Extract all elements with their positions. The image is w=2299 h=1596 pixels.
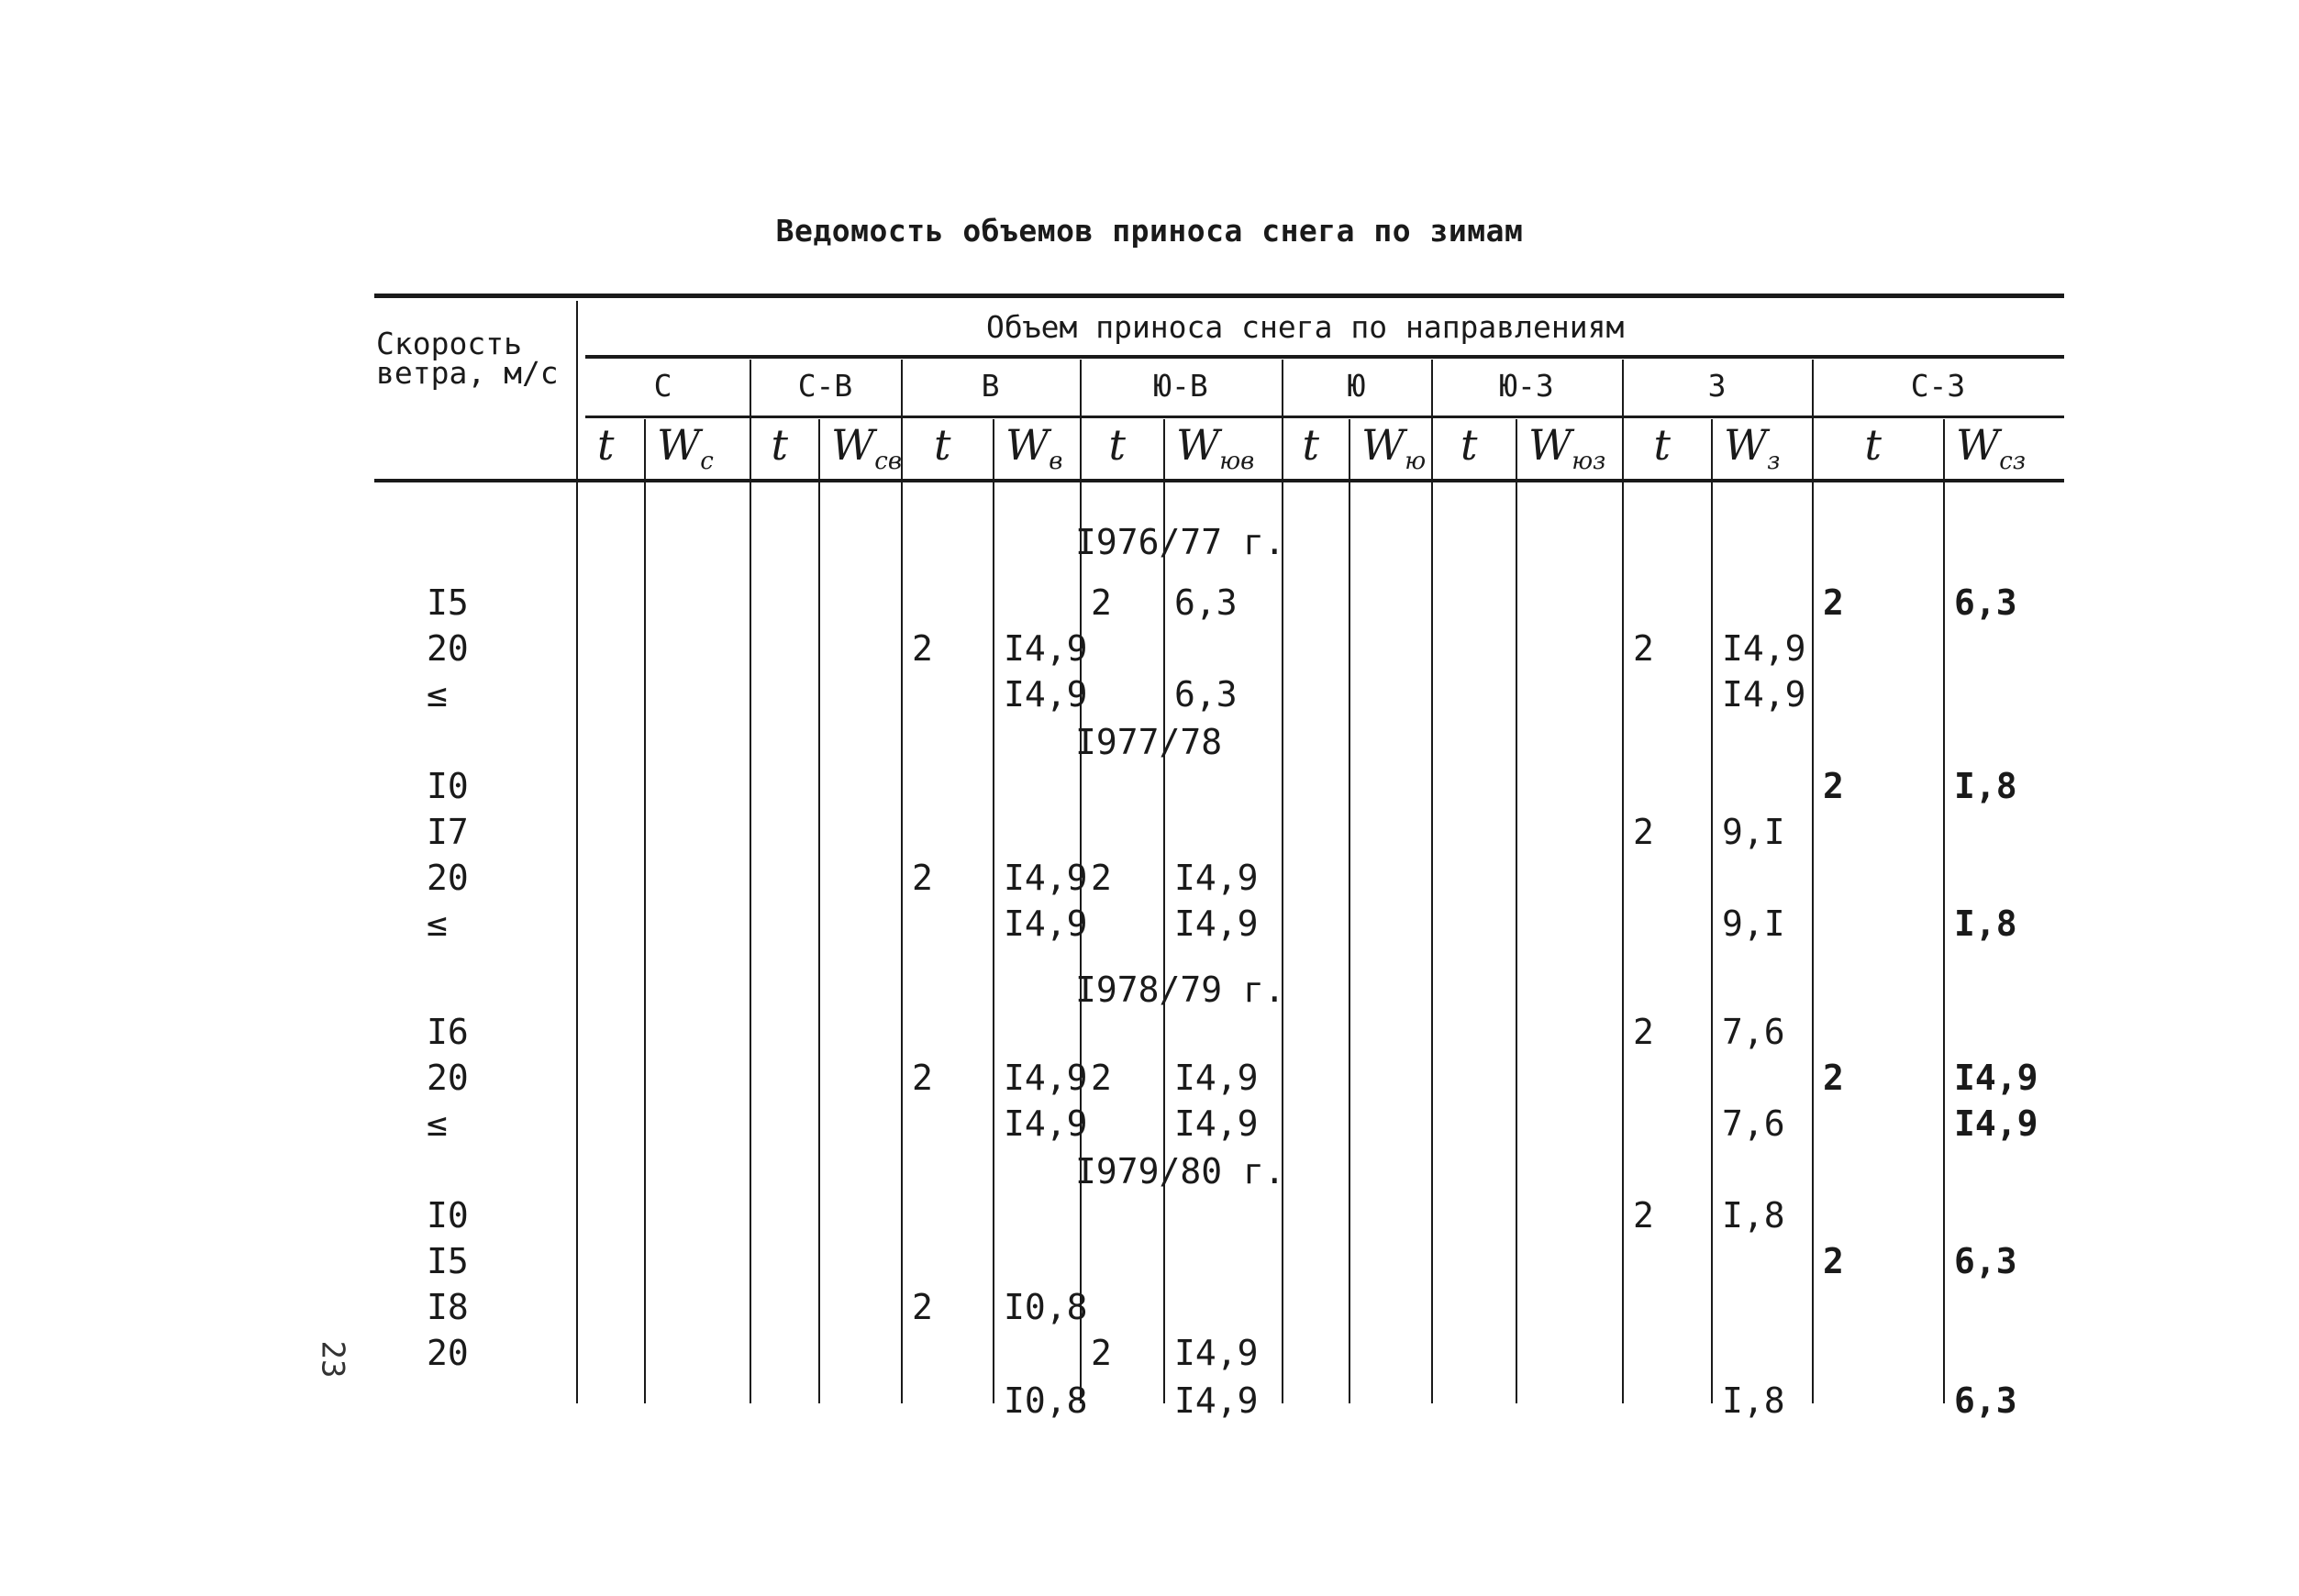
table-cell: I4,9 — [1174, 903, 1259, 944]
table-cell: 2 — [1091, 1333, 1112, 1373]
table-cell: 2 — [1091, 582, 1112, 623]
table-cell: I,8 — [1954, 903, 2017, 944]
table-cell: 2 — [1633, 1012, 1654, 1052]
subcolumn-separator — [818, 419, 820, 1403]
sub-header-w-suffix: юв — [1219, 448, 1255, 476]
direction-separator — [901, 360, 903, 1403]
table-cell: 2 — [912, 858, 933, 898]
volume-header: Объем приноса снега по направлениям — [986, 309, 1625, 345]
table-cell: I4,9 — [1004, 858, 1088, 898]
direction-label: С — [653, 368, 672, 404]
speed-value: I7 — [427, 812, 469, 852]
table-cell: I0,8 — [1004, 1380, 1088, 1421]
direction-label: С-З — [1910, 368, 1966, 404]
direction-separator — [1282, 360, 1283, 1403]
table-cell: I4,9 — [1004, 628, 1088, 669]
direction-label: Ю — [1347, 368, 1366, 404]
table-cell: I4,9 — [1174, 1333, 1259, 1373]
table-cell: 2 — [912, 628, 933, 669]
subcolumn-separator — [1163, 419, 1165, 1403]
document-title: Ведомость объемов приноса снега по зимам — [775, 213, 1524, 249]
sub-header-t: t — [1302, 420, 1319, 470]
speed-header-line2: ветра, м/с — [376, 355, 559, 391]
table-cell: I4,9 — [1722, 628, 1806, 669]
table-cell: 2 — [1823, 766, 1844, 806]
speed-column-separator — [576, 301, 578, 1403]
sub-header-w-letter: W — [1528, 420, 1572, 470]
sub-header-t: t — [597, 420, 615, 470]
sub-header-w-suffix: с — [700, 448, 714, 476]
sub-header-t: t — [934, 420, 951, 470]
header-bottom-rule — [374, 479, 2064, 482]
table-cell: I,8 — [1722, 1195, 1785, 1236]
top-rule — [374, 294, 2064, 298]
table-cell: I4,9 — [1004, 1058, 1088, 1098]
sub-header-w-letter: W — [1361, 420, 1405, 470]
direction-separator — [1812, 360, 1814, 1403]
table-cell: 2 — [1823, 582, 1844, 623]
table-cell: I4,9 — [1004, 674, 1088, 715]
sub-header-w-letter: W — [657, 420, 701, 470]
speed-value: 20 — [427, 1058, 469, 1098]
sub-header-w-suffix: сз — [1999, 448, 2027, 476]
sub-header-w-letter: W — [831, 420, 875, 470]
table-cell: 2 — [1823, 1241, 1844, 1281]
speed-value: 20 — [427, 858, 469, 898]
direction-label: Ю-В — [1153, 368, 1208, 404]
subcolumn-separator — [644, 419, 646, 1403]
table-cell: 2 — [1633, 628, 1654, 669]
sub-header-w-suffix: в — [1049, 448, 1063, 476]
speed-value: I0 — [427, 766, 469, 806]
table-cell: I4,9 — [1174, 858, 1259, 898]
direction-label: Ю-З — [1499, 368, 1554, 404]
sub-header-w — [1724, 420, 1781, 476]
speed-value: ≤ — [427, 1103, 448, 1144]
speed-value: ≤ — [427, 674, 448, 715]
table-cell: I4,9 — [1004, 1103, 1088, 1144]
speed-value: I8 — [427, 1287, 469, 1327]
table-cell: I4,9 — [1174, 1380, 1259, 1421]
sub-header-w-suffix: ю — [1405, 448, 1427, 476]
table-cell: I4,9 — [1722, 674, 1806, 715]
speed-value: I5 — [427, 582, 469, 623]
subcolumn-separator — [1349, 419, 1350, 1403]
header-rule-1 — [585, 355, 2064, 359]
page-number: 23 — [314, 1340, 351, 1379]
sub-header-w-letter: W — [1005, 420, 1050, 470]
sub-header-t: t — [1653, 420, 1671, 470]
table-cell: 6,3 — [1174, 582, 1238, 623]
speed-value: I6 — [427, 1012, 469, 1052]
sub-header-w — [1005, 420, 1063, 476]
table-cell: 9,I — [1722, 903, 1785, 944]
sub-header-w-suffix: юз — [1572, 448, 1606, 476]
header-rule-2 — [585, 416, 2064, 418]
year-label: I976/77 г. — [1075, 522, 1285, 562]
table-cell: 9,I — [1722, 812, 1785, 852]
sub-header-w — [1528, 420, 1606, 476]
table-cell: 2 — [912, 1058, 933, 1098]
direction-label: З — [1707, 368, 1727, 404]
table-cell: 6,3 — [1954, 1241, 2017, 1281]
sub-header-w — [1176, 420, 1255, 476]
sub-header-w-suffix: св — [874, 448, 902, 476]
table-cell: I,8 — [1954, 766, 2017, 806]
subcolumn-separator — [1516, 419, 1517, 1403]
table-cell: I4,9 — [1174, 1058, 1259, 1098]
sub-header-w — [1361, 420, 1427, 476]
direction-label: С-В — [797, 368, 853, 404]
subcolumn-separator — [993, 419, 994, 1403]
speed-value: 20 — [427, 1333, 469, 1373]
table-cell: 7,6 — [1722, 1103, 1785, 1144]
speed-value: 20 — [427, 628, 469, 669]
direction-label: В — [981, 368, 1000, 404]
table-cell: 2 — [1633, 812, 1654, 852]
table-cell: 2 — [1633, 1195, 1654, 1236]
table-cell: 2 — [1823, 1058, 1844, 1098]
speed-value: ≤ — [427, 903, 448, 944]
sub-header-w — [831, 420, 902, 476]
year-label: I979/80 г. — [1075, 1151, 1285, 1191]
sub-header-t: t — [1864, 420, 1882, 470]
speed-value: I0 — [427, 1195, 469, 1236]
sub-header-w-suffix: з — [1767, 448, 1781, 476]
direction-separator — [750, 360, 751, 1403]
table-cell: I4,9 — [1004, 903, 1088, 944]
sub-header-t: t — [1460, 420, 1478, 470]
sub-header-w-letter: W — [1724, 420, 1768, 470]
table-cell: 6,3 — [1174, 674, 1238, 715]
table-cell: I4,9 — [1174, 1103, 1259, 1144]
year-label: I977/78 — [1075, 722, 1223, 762]
sub-header-w-letter: W — [1176, 420, 1220, 470]
table-cell: 6,3 — [1954, 582, 2017, 623]
table-cell: 6,3 — [1954, 1380, 2017, 1421]
sub-header-t: t — [771, 420, 788, 470]
sub-header-w — [1956, 420, 2027, 476]
direction-separator — [1431, 360, 1433, 1403]
direction-separator — [1622, 360, 1624, 1403]
sub-header-w-letter: W — [1956, 420, 2000, 470]
table-cell: 2 — [912, 1287, 933, 1327]
sub-header-w — [657, 420, 714, 476]
subcolumn-separator — [1943, 419, 1945, 1403]
table-cell: I4,9 — [1954, 1058, 2038, 1098]
year-label: I978/79 г. — [1075, 970, 1285, 1010]
table-cell: 2 — [1091, 858, 1112, 898]
speed-value: I5 — [427, 1241, 469, 1281]
subcolumn-separator — [1711, 419, 1713, 1403]
table-cell: 2 — [1091, 1058, 1112, 1098]
table-cell: I,8 — [1722, 1380, 1785, 1421]
speed-header-line1: Скорость — [376, 326, 522, 361]
table-cell: 7,6 — [1722, 1012, 1785, 1052]
sub-header-t: t — [1108, 420, 1126, 470]
table-cell: I4,9 — [1954, 1103, 2038, 1144]
table-cell: I0,8 — [1004, 1287, 1088, 1327]
